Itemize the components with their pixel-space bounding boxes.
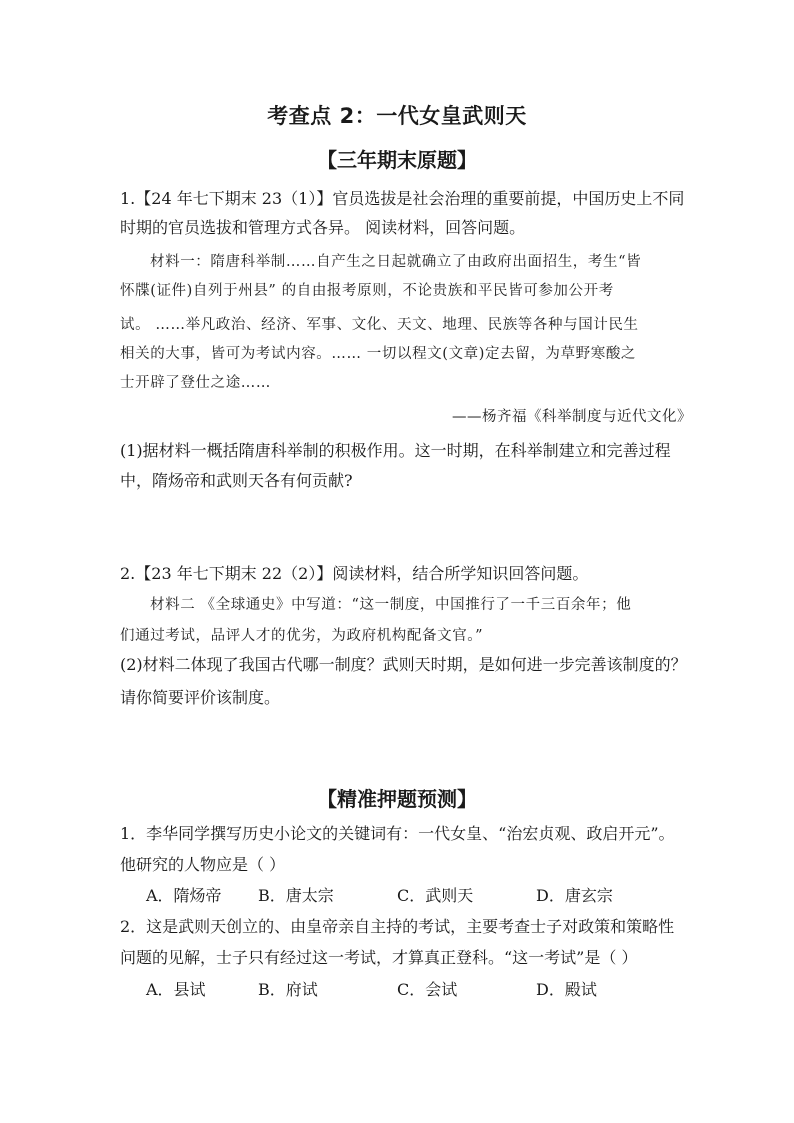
q1-ask-line2: 中，隋炀帝和武则天各有何贡献? [120, 471, 353, 490]
mc2-option-c: C．会试 [397, 980, 458, 999]
material-1-line: 相关的大事，皆可为考试内容。…… 一切以程文(文章)定去留，为草野寒酸之 [120, 346, 637, 362]
section-heading-predictions: 【精准押题预测】 [317, 787, 477, 811]
material-2-line: 材料二 《全球通史》中写道：“这一制度，中国推行了一千三百余年；他 [150, 597, 632, 613]
mc1-stem-line1: 1．李华同学撰写历史小论文的关键词有：一代女皇、“治宏贞观、政启开元”。 [120, 824, 675, 843]
mc1-stem-line2: 他研究的人物应是（ ） [120, 855, 286, 874]
q2-stem: 2.【23 年七下期末 22（2）】阅读材料，结合所学知识回答问题。 [120, 564, 589, 583]
material-1-line: 士开辟了登仕之途…… [120, 375, 271, 391]
mc2-stem-line1: 2．这是武则天创立的、由皇帝亲自主持的考试，主要考查士子对政策和策略性 [120, 917, 675, 936]
mc2-option-b: B．府试 [258, 980, 318, 999]
mc2-stem-line2: 问题的见解，士子只有经过这一考试，才算真正登科。“这一考试”是（ ） [120, 948, 638, 967]
q2-ask-line1: (2)材料二体现了我国古代哪一制度？武则天时期，是如何进一步完善该制度的？ [120, 655, 687, 674]
q1-stem-line2: 时期的官员选拔和管理方式各异。 阅读材料，回答问题。 [120, 218, 526, 237]
material-1-line: 试。 ……举凡政治、经济、军事、文化、天文、地理、民族等各种与国计民生 [120, 317, 639, 333]
material-1-source: ——杨齐福《科举制度与近代文化》 [452, 409, 692, 425]
mc2-option-a: A．县试 [146, 980, 206, 999]
mc2-option-d: D．殿试 [536, 980, 597, 999]
q1-stem-line1: 1.【24 年七下期末 23（1）】官员选拔是社会治理的重要前提，中国历史上不同 [120, 189, 685, 208]
material-1-line: 怀牒(证件)自列于州县” 的自由报考原则，不论贵族和平民皆可参加公开考 [120, 283, 614, 299]
mc1-option-a: A．隋炀帝 [146, 886, 222, 905]
q2-ask-line2: 请你简要评价该制度。 [120, 688, 281, 707]
mc1-option-b: B．唐太宗 [258, 886, 334, 905]
mc1-option-c: C．武则天 [397, 886, 474, 905]
mc1-option-d: D．唐玄宗 [536, 886, 613, 905]
page-title: 考查点 2：一代女皇武则天 [267, 104, 527, 128]
q1-ask-line1: (1)据材料一概括隋唐科举制的积极作用。这一时期，在科举制建立和完善过程 [120, 441, 671, 460]
section-heading-past-exams: 【三年期末原题】 [317, 148, 477, 172]
material-1-line: 材料一：隋唐科举制……自产生之日起就确立了由政府出面招生，考生“皆 [150, 254, 642, 270]
material-2-line: 们通过考试，品评人才的优劣，为政府机构配备文官。” [120, 628, 484, 644]
